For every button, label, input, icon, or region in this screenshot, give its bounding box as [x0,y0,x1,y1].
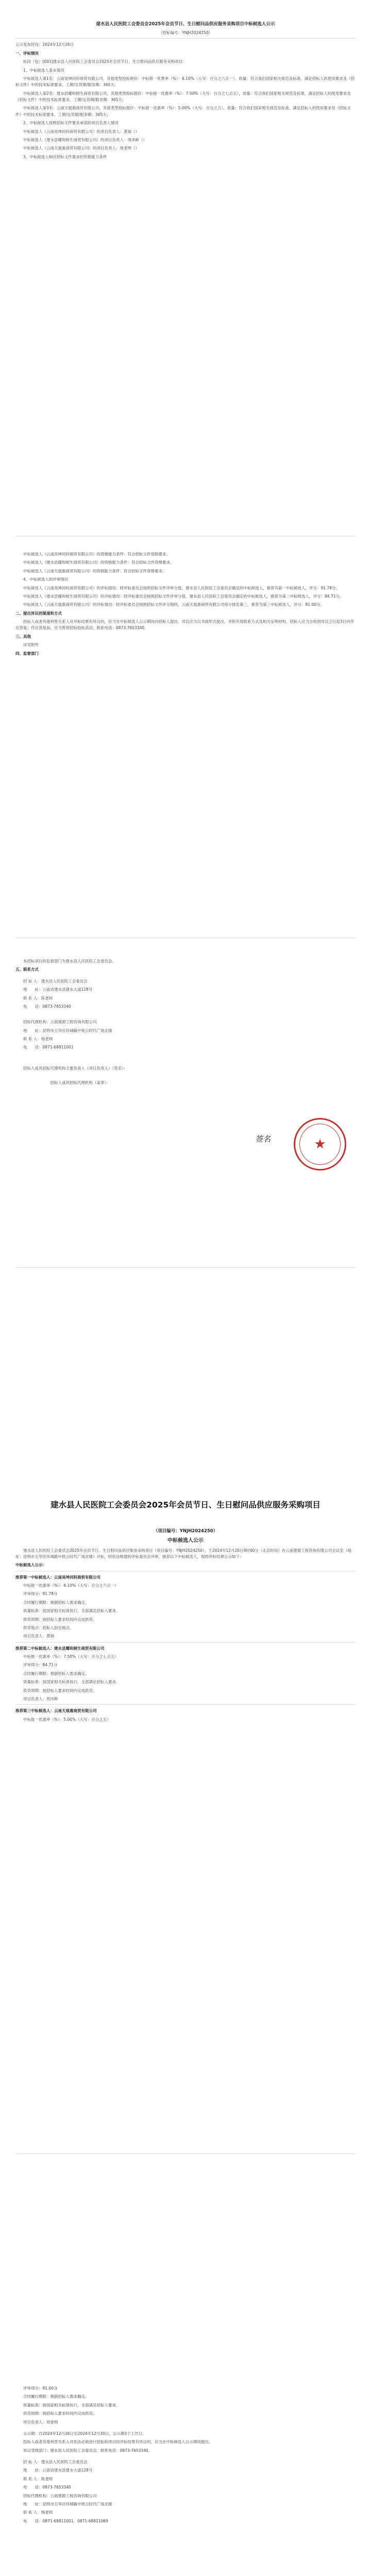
stamp-star-icon: ★ [314,1137,326,1152]
detail-line: 中标报一优惠率（%）：5.00%（大写：百分之五） [23,1717,111,1722]
detail-line: 中标报一优惠率（%）：7.50%（大写：百分之七点五） [23,1654,119,1659]
manager-3: 中标候选人（云南天展惠商贸有限公司）的项目负责人：周老明（） [23,146,139,151]
qualification-2: 中标候选人（建水县耀和树生商贸有限公司）的资格能力条件：符合招标文件资格要求。 [23,560,174,565]
notice-page-3 [15,958,356,1089]
supervisor-text: 本招标项目的监督部门为建水县人民医院工会委员会。 [23,959,116,963]
evaluation-1: 中标候选人（云南昊坤同科商贸有限公司）的评标情况：经评标委员会按照招标文件评审分值，建水县人民医院工会委员会确定的中标候选人，推荐为第一中标候选人，评分：91.78分。 [23,585,340,590]
announcement-page-4 [15,1528,356,1725]
section-heading: 二、提出异议的渠道和方式 [15,611,62,616]
page-divider [15,1267,356,1268]
first-candidate-heading: 推荐第一中标候选人：云南昊坤同科商贸有限公司 [15,1574,100,1580]
agent-address: 地 址：昆明市五华区环城路中铁云时代广场北楼 [23,2501,112,2506]
objection-text: 投标人或者其他利害关系人对评标结果有异议的，应当在中标候选人公示期间向招标人提出。异议应当以书面形式提出，并附有效联系方式及相关证明材料。招标人应当自收到异议之日起3日内作出答复；作出答复前，应当暂停招标投标活动。联系电话：0873-7653340。 [15,619,355,631]
announcement-project-number: （项目编号：YNJH2024250） [153,1529,218,1534]
bold-heading: 中标候选人公示： [15,1563,46,1568]
signature-line: 招标人或其招标代理机构主要负责人（项目负责人）（签名）： [23,1065,128,1071]
notice-page-1 [15,21,356,162]
detail-line: 质量标准：按国家相关标准执行，全部满足招标人要求。 [23,1680,120,1685]
tenderer-name: 招 标 人：建水县人民医院工会委员会 [23,2460,88,2464]
candidate-3: 中标候选人第3名：云南天展惠商贸有限公司，其他类型投标报价：中标报一优惠率（%）：5.00%（大写：百分之五），质量：符合我们国家相关规范及标准，满足招标人的使用要求及《招标文件》中的技术标准要求，工期/交货期/服务期：365天； [15,106,351,117]
detail-line: 项目负责人：黄瑞 [23,1634,54,1639]
stamp-ring [299,1124,341,1165]
other-text: 详见附件 [23,642,39,648]
detail-line: 中标报一优惠率（%）：6.10%（大写：百分之六点一） [23,1583,119,1588]
section-heading: 三、其他 [15,634,31,639]
notice-title: 建水县人民医院工会委员会2025年会员节日、生日慰问品供应服务采购项目中标候选人公示 [96,22,275,27]
paragraph: 标段（包）[001]建水县人民医院工会委员会2025年会员节日、生日慰问品供应服务采购项目： [23,59,187,64]
official-seal-stamp [294,1118,346,1171]
detail-line: 合同履行期限：根据招标人需求确定。 [23,1600,89,1605]
candidate-2: 中标候选人第2名：建水县耀和树生商贸有限公司，其他类型投标报价：中标报一优惠率（%）：7.50%（大写：百分之七点五），质量：符合我们国家相关规范及标准，满足招标人的使用要求及《招标文件》中的技术标准要求，工期/交货期/服务期：365天； [15,91,351,103]
tenderer-contact: 联 系 人：陈老师 [23,995,53,1001]
agent-name: 招标代理机构：云南建源工程咨询有限公司 [23,2493,97,2498]
tenderer-phone: 电 话：0873-7653340 [23,1004,71,1009]
manager-2: 中标候选人（建水县耀和树生商贸有限公司）的项目负责人：周沐鲜（） [23,137,147,142]
announcement-intro: 建水县人民医院工会委员会2025年会员节日、生日慰问品供应服务采购项目（项目编号：YNJH2024250），于2024年12月20日9时00分（北京时间）在云南建源工程咨询有限公司会议室（地址：昆明市五华区环城路中铁云时代广场北楼）开标，经依法组建的评标委员会评审，推荐以下中标候选人，现将评标结果公示如下： [15,1548,351,1559]
agent-phone: 电 话：0871-68811001 [23,1045,74,1050]
third-candidate-heading: 推荐第三中标候选人：云南天展惠商贸有限公司 [15,1708,97,1714]
manager-1: 中标候选人（云南昊坤同科商贸有限公司）的项目负责人：黄瑞（） [23,129,139,134]
detail-line: 项目负责人：周老明 [23,2419,58,2425]
section-heading: 一、评标情况 [15,50,39,56]
agent-phone: 电 话：0871-68811001，0871-68811069 [23,2518,108,2523]
sub-heading: 3、中标候选人响应招标文件要求的资格能力条件 [23,154,107,159]
detail-line: 供货周期：按招标人要求时间内完成供货。 [23,1688,97,1693]
second-candidate-heading: 推荐第二中标候选人：建水县耀和树生商贸有限公司 [15,1646,105,1651]
sub-heading: 2、中标候选人按照招标文件要求承诺的项目负责人情况 [23,121,119,126]
agent-address: 地 址：昆明市五华区环城路中铁云时代广场北楼 [23,1028,112,1033]
agent-name: 招标代理机构：云南建源工程咨询有限公司 [23,1020,97,1025]
notice-page-2 [15,551,356,659]
evaluation-2: 中标候选人（建水县耀和树生商贸有限公司）的评标情况：经评标委员会按照招标文件评审分值，建水县人民医院工会委员会确定的中标候选人，推荐为第二中标候选人，评分：84.71分。 [23,594,344,599]
qualification-3: 中标候选人（云南天展惠商贸有限公司）的资格能力条件：符合招标文件资格要求。 [23,568,166,573]
seal-line: 招标人或其招标代理机构（盖章）： [50,1080,110,1086]
detail-line: 评审得分：81.00分 [23,2386,58,2391]
project-number: （招标编号：YNJH2024250） [159,30,212,36]
publish-date: 公示发布时间：2024年12月26日 [15,42,74,47]
detail-line: 项目负责人：周沐鲜 [23,1696,58,1701]
detail-line: 质量标准：按国家相关标准执行，全部满足招标人要求。 [23,2402,120,2408]
tenderer-address: 地 址：云南省建水县建水大道128号 [23,987,93,992]
detail-line: 供货地点：招标人指定地点。 [23,1625,74,1630]
handwritten-signature: 签名 [255,1134,271,1144]
sub-heading: 1、中标候选人基本情况 [23,67,64,73]
candidate-1: 中标候选人第1名：云南昊坤同科商贸有限公司，其他类型投标报价：中标报一优费率（%）：6.10%（大写：百分之六点一），质量：符合我们国家相关规范及标准，满足招标人的使用要求及《招标文件》中的技术标准要求，工期/交货期/服务期：365天； [15,76,355,88]
tenderer-address: 地 址：云南省建水县建水大道128号 [23,2468,93,2473]
detail-line: 评审得分：91.78分 [23,1591,58,1597]
objection-note: 投标人或者其他利害关系人对依法必须进行招标的项目的评标结果有异议的，应当在中标候选人公示期间提出。 [23,2439,213,2445]
detail-line: 合同履行期限：根据招标人需求确定。 [23,1671,89,1676]
announcement-title: 建水县人民医院工会委员会2025年会员节日、生日慰问品供应服务采购项目 [50,1500,321,1510]
tenderer-name: 招 标 人：建水县人民医院工会委员会 [23,978,88,984]
detail-line: 质量标准：按国家相关标准执行，全部满足招标人要求。 [23,1608,120,1614]
evaluation-3: 中标候选人（云南天展惠商贸有限公司）的评标情况：经评标委员会按照招标文件评分细则，云南天展惠商贸有限公司得分排名第三，推荐为第三中标候选人，评分：81.00分。 [23,602,324,607]
announcement-page-5 [15,2385,356,2527]
sub-heading: 4、中标候选人的评审情况 [23,577,69,582]
objection-dept: 异议受理部门：建水县人民医院工会委员会，联系电话：0873-7653340。 [23,2448,153,2453]
agent-contact: 联 系 人：杨老师 [23,1037,53,1041]
detail-line: 评审得分：84.71分 [23,1663,58,1668]
detail-line: 供货周期：按招标人要求时间内完成供货。 [23,2411,97,2416]
qualification-1: 中标候选人（云南昊坤同科商贸有限公司）的资格能力条件：符合招标文件资格要求。 [23,552,170,556]
tenderer-phone: 电 话：0873-7653340 [23,2485,71,2490]
section-heading: 四、监督部门 [15,651,39,656]
agent-contact: 联 系 人：杨老师 [23,2510,53,2515]
publicity-period: 公示期：自2024年12月26日至2024年12月30日，公示期3个工作日。 [23,2431,146,2436]
announcement-subtitle: 中标候选人公示 [167,1538,204,1544]
detail-line: 合同履行期限：根据招标人需求确定。 [23,2394,89,2399]
section-heading: 五、联系方式 [15,967,39,972]
tenderer-contact: 联 系 人：陈老师 [23,2476,53,2481]
detail-line: 供货周期：按招标人要求时间内完成供货。 [23,1617,97,1622]
